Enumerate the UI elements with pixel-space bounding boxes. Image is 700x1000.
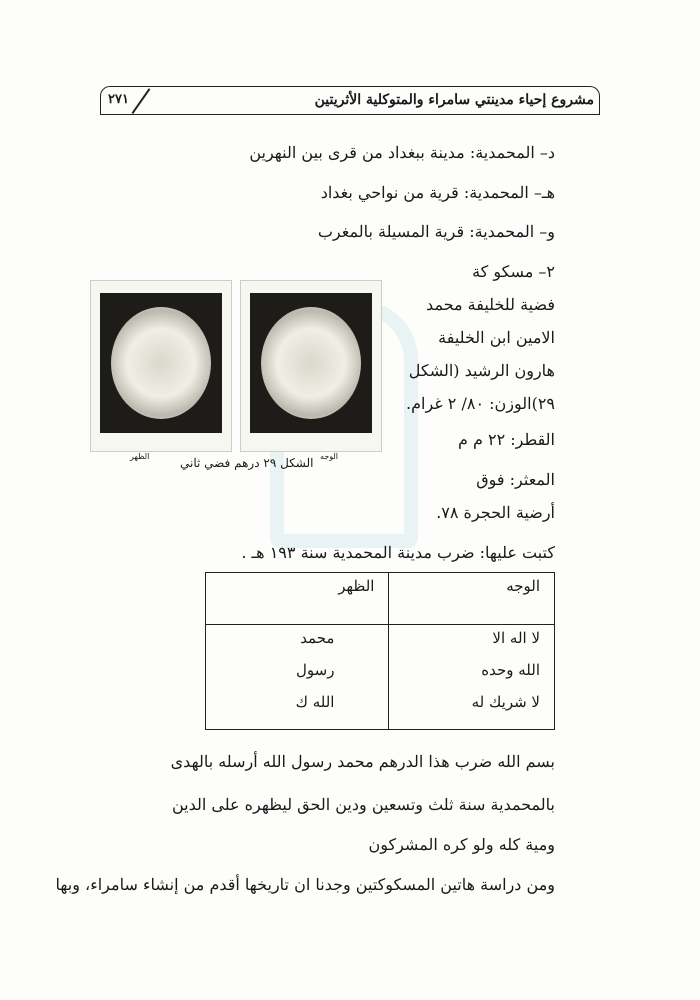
paragraph-line: ومن دراسة هاتين المسكوكتين وجدنا ان تاريخها أقدم من إنشاء سامراء، وبها [55,875,555,894]
inscription-line: لا اله الا [492,629,540,647]
front-inscription [389,625,555,730]
paragraph-line: ٢٩)الوزن: ٨٠/ ٢ غرام. [406,394,555,413]
paragraph-line: فضية للخليفة محمد [426,295,555,314]
header-back: الظهر [206,573,389,625]
paragraph-line: أرضية الحجرة ٧٨. [436,503,555,522]
paragraph-line: الامين ابن الخليفة [438,328,555,347]
list-item: هـ– المحمدية: قرية من نواحي بغداد [320,183,555,202]
paragraph-line: بالمحمدية سنة ثلث وتسعين ودين الحق ليظهره على الدين [171,795,555,814]
inscription-line: لا شريك له [471,693,540,711]
back-inscription [206,625,389,730]
inscription-line: الله ك [295,693,335,711]
header-front: الوجه [389,573,555,625]
back-label: الظهر [130,452,150,461]
running-title: مشروع إحياء مدينتي سامراء والمتوكلية الأثريتين [314,92,594,108]
inscription-line: رسول [295,661,335,679]
paragraph-line: هارون الرشيد (الشكل [408,361,555,380]
inscription-intro: كتبت عليها: ضرب مدينة المحمدية سنة ١٩٣ هـ . [241,543,555,562]
inscription-table [205,572,555,730]
inscription-line: محمد [300,629,335,647]
list-item: و– المحمدية: قرية المسيلة بالمغرب [317,222,555,241]
figure-caption: الشكل ٢٩ درهم فضي ثاني [180,456,314,470]
paragraph-line: القطر: ٢٢ م م [457,430,555,449]
inscription-line: الله وحده [481,661,540,679]
paragraph-line: ومية كله ولو كره المشركون [368,835,555,854]
paragraph-line: المعثر: فوق [476,470,555,489]
front-label: الوجه [320,452,339,461]
coin-front-photo [240,280,382,452]
list-item: د– المحمدية: مدينة ببغداد من قرى بين النهرين [249,143,555,162]
page-number: ٢٧١ [108,92,129,107]
paragraph-line: ٢– مسكو كة [472,262,555,281]
coin-back-photo [90,280,232,452]
paragraph-line: بسم الله ضرب هذا الدرهم محمد رسول الله أرسله بالهدى [170,752,555,771]
